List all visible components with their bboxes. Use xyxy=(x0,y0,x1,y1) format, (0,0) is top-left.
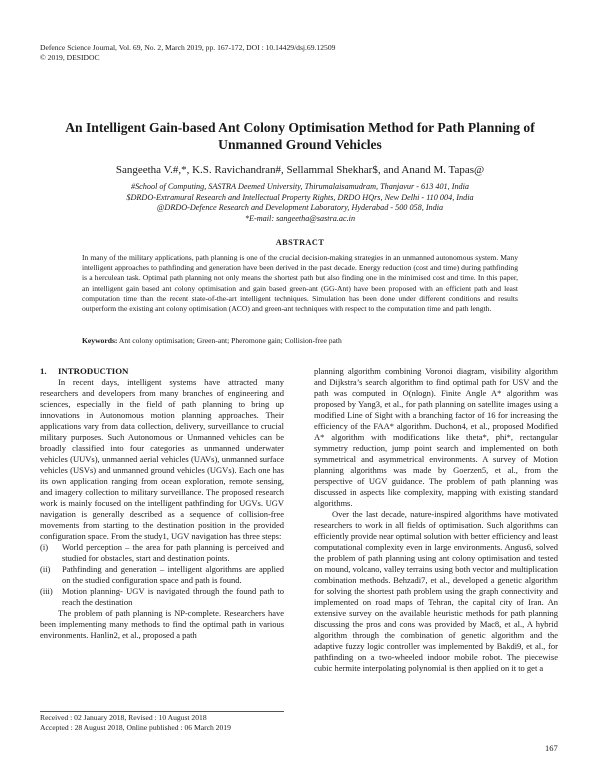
page-number: 167 xyxy=(545,743,558,753)
list-text: Motion planning- UGV is navigated through the found path to reach the destination xyxy=(62,586,284,607)
list-marker: (i) xyxy=(40,542,49,552)
section-title: INTRODUCTION xyxy=(58,366,129,376)
affiliation-3: @DRDO-Defence Research and Development Laboratory, Hyderabad - 500 058, India xyxy=(156,203,444,212)
intro-paragraph-2: The problem of path planning is NP-complete. Researchers have been implementing many methods to find the optimal path in various environments. Hanlin2, et al., proposed a path xyxy=(40,608,284,640)
intro-paragraph-3: Over the last decade, nature-inspired algorithms have motivated researchers to work in all fields of optimisation. Such algorithms can efficiently provide near optimal solution with better efficiency and least computational complexity even in large environments. Angus6, solved the problem of path planning using ant colony optimisation and tested on mound, volcano, valley terrains using both vector and multiplication combination methods. Behzadi7, et al., developed a genetic algorithm for solving the shortest path problem using the graph connectivity and implemented on road maps of Tehran, the capital city of Iran. An extensive survey on the available heuristic methods for path planning discussing the pros and cons was provided by Mac8, et al., A hybrid algorithm through the combination of genetic algorithm and the adaptive fuzzy logic controller was implemented by Bakdi9, et al., for pathfinding on a two-wheeled indoor mobile robot. The piecewise cubic hermite interpolating polynomial is then applied on it to get a xyxy=(314,509,558,673)
keywords xyxy=(82,336,518,346)
list-marker: (iii) xyxy=(40,586,53,596)
list-text: Pathfinding and generation – intelligent algorithms are applied on the studied configuration space and path is found. xyxy=(62,564,284,585)
intro-paragraph-1: In recent days, intelligent systems have attracted many researchers and developers from many branches of engineering and sciences, especially in the field of path planning to bring up innovations in Autonomous motion planning approaches. Their applications vary from data collection, delivery, surveillance to crucial military purposes. Such Autonomous or Unmanned vehicles can be broadly classified into four categories as unmanned underwater vehicles (UUVs), unmanned aerial vehicles (UAVs), unmanned surface vehicles (USVs) and unmanned ground vehicles (UGVs). Each one has its own application ranging from ocean exploration, remote sensing, and imagery collection to military surveillance. The proposed research work is mainly focused on the intelligent pathfinding for UGVs. UGV navigation is generally described as a sequence of collision-free movements from starting to the destination position in the provided configuration space. From the study1, UGV navigation has three steps: xyxy=(40,377,284,541)
keywords-label: Keywords: xyxy=(82,336,118,345)
abstract-text: In many of the military applications, path planning is one of the crucial decision-making strategies in an unmanned autonomous system. Many intelligent approaches to pathfinding and generation have been derived in the past decade. Energy reduction (cost and time) during pathfinding is a herculean task. Optimal path planning not only means the shortest path but also finding one in the minimised cost and time. In this paper, an intelligent gain based ant colony optimisation and gain based green-ant (GG-Ant) have been proposed with an efficient path and least computation time than the recent state-of-the-art intelligent techniques. Simulation has been done under different conditions and results outperform the existing ant colony optimisation (ACO) and green-ant techniques with respect to the computation time and path length. xyxy=(82,253,518,314)
section-heading xyxy=(40,366,284,377)
affiliations xyxy=(40,182,560,224)
affiliation-2: $DRDO-Extramural Research and Intellectual Property Rights, DRDO HQrs, New Delhi - 110 004, India xyxy=(126,192,474,202)
list-text: World perception – the area for path planning is perceived and studied for obstacles, start and destination points. xyxy=(62,542,284,563)
citation-line: Defence Science Journal, Vol. 69, No. 2, March 2019, pp. 167-172, DOI : 10.14429/dsj.69.12509 xyxy=(40,43,336,52)
author-list: Sangeetha V.#,*, K.S. Ravichandran#, Sellammal Shekhar$, and Anand M. Tapas@ xyxy=(115,164,485,176)
accepted-line: Accepted : 28 August 2018, Online published : 06 March 2019 xyxy=(40,722,231,732)
author-email: *E-mail: sangeetha@sastra.ac.in xyxy=(244,213,356,223)
list-item xyxy=(40,542,284,564)
list-item xyxy=(40,586,284,608)
journal-header xyxy=(40,43,335,63)
received-dates xyxy=(40,713,231,732)
affiliation-1: #School of Computing, SASTRA Deemed University, Thirumalaisamudram, Thanjavur - 613 401, India xyxy=(130,182,470,191)
list-item xyxy=(40,564,284,586)
intro-paragraph-continued: planning algorithm combining Voronoi diagram, visibility algorithm and Dijkstra’s search algorithm to find optimal path for USV and the path was computed in O(nlogn). Finite Angle A* algorithm was proposed by Yang3, et al., for path planning on satellite images using a modified Line of Sight with a branching factor of 16 for increasing the efficiency of the FAA* algorithm. Duchon4, et al., proposed Modified A* algorithm with modifications like theta*, phi*, rectangular symmetry reduction, jump point search and implemented on both symmetrical and asymmetrical environments. A survey of Motion planning algorithms was made by Goerzen5, et al., from the perspective of UGV guidance. The problem of path planning was discussed in aspects like complexity, mapping with existing standard algorithms. xyxy=(314,366,558,508)
section-number: 1. xyxy=(40,366,47,376)
paper-title: An Intelligent Gain-based Ant Colony Optimisation Method for Path Planning of Unmanned Ground Vehicles xyxy=(65,120,535,152)
abstract-heading: ABSTRACT xyxy=(275,238,325,247)
keywords-list: Ant colony optimisation; Green-ant; Pheromone gain; Collision-free path xyxy=(117,336,342,345)
list-marker: (ii) xyxy=(40,564,51,574)
copyright-line: © 2019, DESIDOC xyxy=(40,53,100,62)
footnote-divider xyxy=(40,711,284,712)
right-column xyxy=(314,366,558,674)
left-column xyxy=(40,366,284,641)
received-line: Received : 02 January 2018, Revised : 10 August 2018 xyxy=(40,713,207,722)
